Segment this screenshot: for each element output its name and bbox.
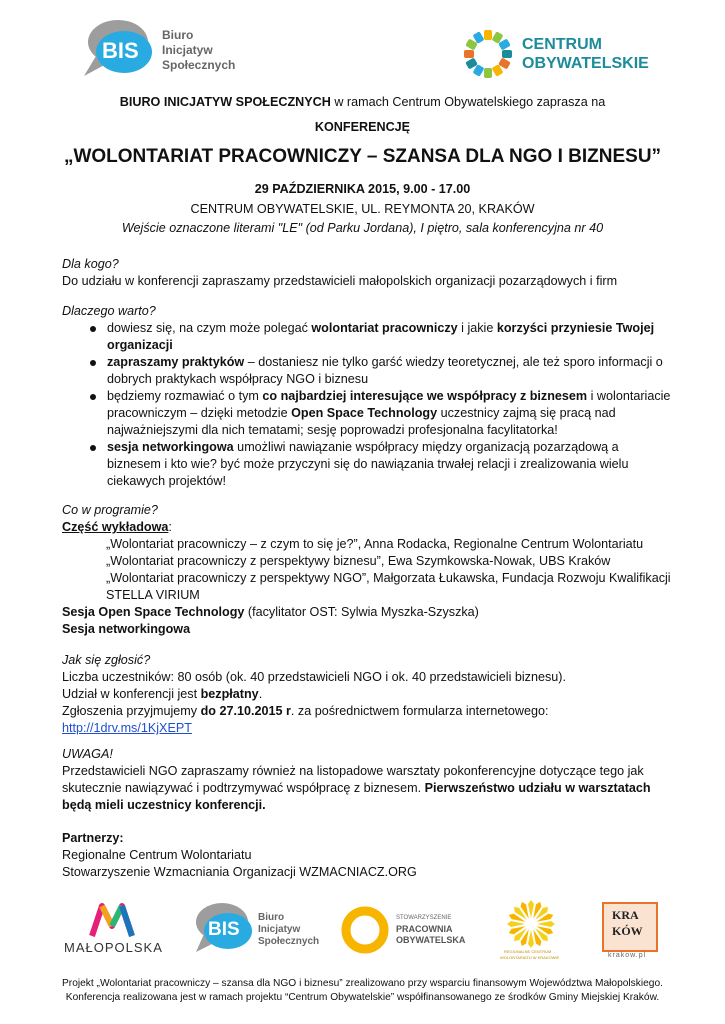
rcw-sun-ray <box>507 921 525 927</box>
rcw-line2: WOLONTARIATU W KRAKOWIE <box>500 955 560 960</box>
krakow-url: krakow.pl <box>608 952 647 959</box>
bis-logo-line1: Biuro <box>162 28 194 42</box>
intro-rest: w ramach Centrum Obywatelskiego zaprasza na <box>330 95 606 109</box>
ost-session: Sesja Open Space Technology (facylitator OST: Sylwia Myszka-Szyszka) <box>62 605 479 619</box>
lecture-heading: Część wykładowa <box>62 520 169 534</box>
event-date: 29 PAŹDZIERNIKA 2015, 9.00 - 17.00 <box>254 182 471 196</box>
why-list <box>62 320 672 490</box>
bis-footer-line2: Inicjatyw <box>258 924 301 935</box>
bis-logo-mark-text: BIS <box>102 38 139 63</box>
note-heading: UWAGA! <box>62 747 113 761</box>
organizer-name: BIURO INICJATYW SPOŁECZNYCH <box>119 95 331 109</box>
sun-ray <box>502 50 512 58</box>
rcw-sun-ray <box>528 900 534 918</box>
bis-logo <box>76 18 246 84</box>
why-question: Dlaczego warto? <box>62 304 156 318</box>
centrum-obywatelskie-logo <box>458 24 658 84</box>
krakow-text-2: KÓW <box>612 924 643 938</box>
sun-icon <box>458 24 518 84</box>
rcw-sun-ray <box>528 930 534 948</box>
bis-footer-line3: Społecznych <box>258 936 320 947</box>
sun-ray <box>464 50 474 58</box>
krakow-logo <box>598 902 660 962</box>
note-text: Przedstawicieli NGO zapraszamy również na listopadowe warsztaty pokonferencyjne dotyczące tego jak skutecznie nawiązywać i podtrzymywać współpracę z biznesem. <box>62 764 644 795</box>
rcw-logo <box>496 900 566 965</box>
event-type: KONFERENCJĘ <box>314 120 411 134</box>
malopolska-mark-icon <box>62 900 162 940</box>
partner-1: Regionalne Centrum Wolontariatu <box>62 848 252 862</box>
footer-line-1: Projekt „Wolontariat pracowniczy – szansa dla NGO i biznesu” zrealizowano przy wsparciu finansowym Województwa Małopolskiego. <box>62 978 663 989</box>
malopolska-label: MAŁOPOLSKA <box>64 940 163 955</box>
for-whom-question: Dla kogo? <box>62 257 119 271</box>
rcw-sun-icon <box>496 900 566 948</box>
bis-logo-line2: Inicjatyw <box>162 43 213 57</box>
why-bullet-3: będziemy rozmawiać o tym co najbardziej interesujące we współpracy z biznesem i wolontariacie pracowniczym – dzięki metodzie Open Space Technology uczestnicy zajmą się pracą nad najważniejszymi dla nich tematami; sesję poprowadzi profesjonalna facylitatorka! <box>62 388 672 439</box>
co-logo-line1: CENTRUM <box>522 36 602 53</box>
apply-question: Jak się zgłosić? <box>62 653 151 667</box>
pracownia-ring-icon <box>340 905 390 955</box>
bis-footer-mark-text: BIS <box>208 919 240 940</box>
bis-footer-logo <box>192 900 332 960</box>
bis-footer-line1: Biuro <box>258 912 285 923</box>
pracownia-line2: PRACOWNIA <box>396 924 453 934</box>
event-place: CENTRUM OBYWATELSKIE, UL. REYMONTA 20, KRAKÓW <box>190 202 535 216</box>
pracownia-obywatelska-logo <box>340 905 490 960</box>
lecture-colon: : <box>168 520 172 534</box>
deadline: do 27.10.2015 r <box>200 704 291 718</box>
pracownia-line1: STOWARZYSZENIE <box>396 915 452 921</box>
why-bullet-2: zapraszamy praktyków – dostaniesz nie tylko garść wiedzy teoretycznej, ale też sporo informacji o dobrych praktykach współpracy NGO i biznesu <box>62 354 672 388</box>
note-section <box>62 746 662 814</box>
event-entrance: Wejście oznaczone literami "LE" (od Parku Jordana), I piętro, sala konferencyjna nr 40 <box>121 221 604 235</box>
partners-section <box>62 830 662 881</box>
apply-participants: Liczba uczestników: 80 osób (ok. 40 przedstawicieli NGO i ok. 40 przedstawicieli biznesu). <box>62 670 566 684</box>
rcw-sun-ray <box>537 921 555 927</box>
lecture-1: „Wolontariat pracowniczy – z czym to się je?”, Anna Rodacka, Regionalne Centrum Wolontariatu <box>106 537 644 551</box>
why-section <box>62 303 672 490</box>
intro-line <box>0 95 725 109</box>
lecture-3: „Wolontariat pracowniczy z perspektywy NGO”, Małgorzata Łukawska, Fundacja Rozwoju Kwalifikacji <box>106 571 671 585</box>
lecture-2: „Wolontariat pracowniczy z perspektywy biznesu”, Ewa Szymkowska-Nowak, UBS Kraków <box>106 554 611 568</box>
for-whom-section <box>62 256 662 290</box>
co-logo-line2: OBYWATELSKIE <box>522 55 649 72</box>
apply-section: Jak się zgłosić? Liczba uczestników: 80 osób (ok. 40 przedstawicieli NGO i ok. 40 przedstawicieli biznesu). Udział w konferencji jest bezpłatny. Zgłoszenia przyjmujemy do 27.10.2015 r. za pośrednictwem formularza internetowego: http://1drv.ms/1KjXEPT <box>62 653 566 735</box>
sun-ray <box>484 30 492 40</box>
program-question: Co w programie? <box>62 503 158 517</box>
why-bullet-1: dowiesz się, na czym może polegać wolontariat pracowniczy i jakie korzyści przyniesie Twojej organizacji <box>62 320 672 354</box>
partners-heading: Partnerzy: <box>62 831 124 845</box>
bis-logo-line3: Społecznych <box>162 58 236 72</box>
krakow-text-1: KRA <box>612 908 639 922</box>
conference-title: „WOLONTARIAT PRACOWNICZY – SZANSA DLA NGO I BIZNESU” <box>63 146 662 167</box>
free-label: bezpłatny <box>200 687 259 701</box>
networking-session: Sesja networkingowa <box>62 622 191 636</box>
for-whom-text: Do udziału w konferencji zapraszamy przedstawicieli małopolskich organizacji pozarządowych i firm <box>62 274 618 288</box>
lecture-3-cont: STELLA VIRIUM <box>106 588 200 602</box>
program-section <box>62 502 682 638</box>
partner-2: Stowarzyszenie Wzmacniania Organizacji WZMACNIACZ.ORG <box>62 865 417 879</box>
pracownia-line3: OBYWATELSKA <box>396 935 466 945</box>
malopolska-logo <box>62 900 162 960</box>
rcw-line1: REGIONALNE CENTRUM <box>504 949 552 954</box>
registration-link[interactable]: http://1drv.ms/1KjXEPT <box>62 721 192 735</box>
note-priority: Pierwszeństwo udziału w warsztatach będą mieli uczestnicy konferencji. <box>62 781 651 812</box>
sun-ray <box>484 68 492 78</box>
footer-line-2: Konferencja realizowana jest w ramach projektu “Centrum Obywatelskie” współfinansowanego ze środków Gminy Miejskiej Kraków. <box>65 992 660 1003</box>
why-bullet-4: sesja networkingowa umożliwi nawiązanie współpracy między organizacją pozarządową a biznesem i kto wie? być może przyczyni się do nawiązania trwałej relacji i zrealizowania wielu ciekawych projektów! <box>62 439 672 490</box>
